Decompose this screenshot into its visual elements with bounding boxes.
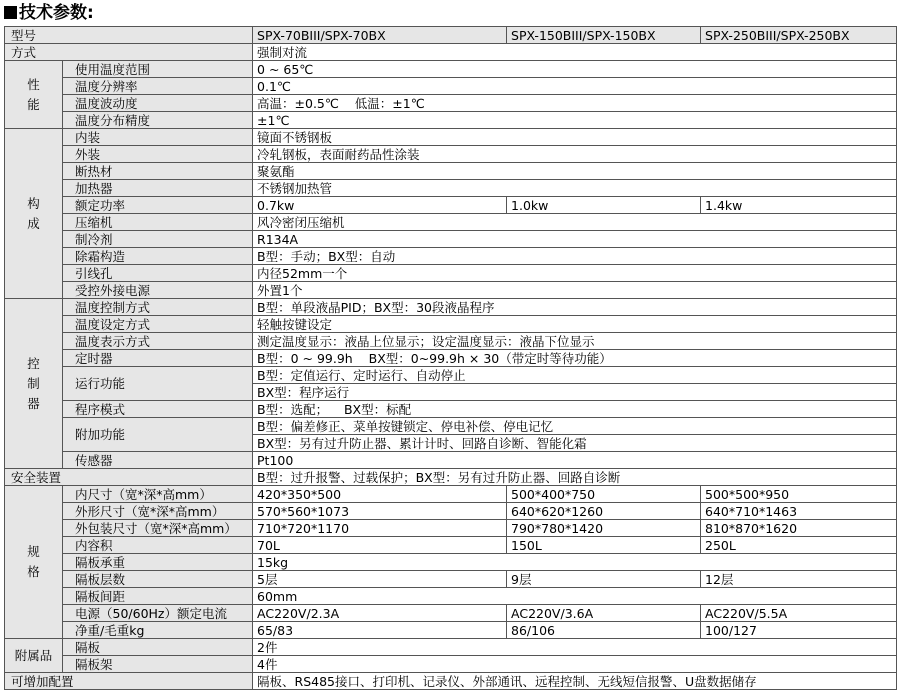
table-row <box>5 333 897 350</box>
row-value: B型：选配； BX型：标配 <box>253 401 897 418</box>
row-label: 加热器 <box>63 180 253 197</box>
row-value-2: 790*780*1420 <box>507 520 701 537</box>
table-row <box>5 146 897 163</box>
table-row <box>5 452 897 469</box>
table-row <box>5 401 897 418</box>
row-value-3: 100/127 <box>701 622 897 639</box>
row-label: 隔板层数 <box>63 571 253 588</box>
row-label: 温度表示方式 <box>63 333 253 350</box>
row-value: 4件 <box>253 656 897 673</box>
row-value: 镜面不锈钢板 <box>253 129 897 146</box>
row-value: ±1℃ <box>253 112 897 129</box>
row-label: 隔板 <box>63 639 253 656</box>
row-label: 隔板承重 <box>63 554 253 571</box>
table-row <box>5 95 897 112</box>
row-value-1: AC220V/2.3A <box>253 605 507 622</box>
row-label: 温度设定方式 <box>63 316 253 333</box>
row-label: 压缩机 <box>63 214 253 231</box>
table-row <box>5 163 897 180</box>
table-row <box>5 282 897 299</box>
row-value: B型：手动；BX型：自动 <box>253 248 897 265</box>
row-value-2: 1.0kw <box>507 197 701 214</box>
row-value: B型：过升报警、过载保护；BX型：另有过升防止器、回路自诊断 <box>253 469 897 486</box>
row-label: 内尺寸（宽*深*高mm） <box>63 486 253 503</box>
row-value: 外置1个 <box>253 282 897 299</box>
table-row <box>5 520 897 537</box>
row-label: 外形尺寸（宽*深*高mm） <box>63 503 253 520</box>
row-label: 温度分辨率 <box>63 78 253 95</box>
row-label: 受控外接电源 <box>63 282 253 299</box>
row-value-1: 5层 <box>253 571 507 588</box>
section-construction: 构 成 <box>5 129 63 299</box>
row-value: 60mm <box>253 588 897 605</box>
table-row <box>5 180 897 197</box>
model-3: SPX-250BIII/SPX-250BX <box>701 27 897 44</box>
row-label: 内容积 <box>63 537 253 554</box>
row-value-2: 640*620*1260 <box>507 503 701 520</box>
table-row <box>5 265 897 282</box>
row-value: 冷轧钢板，表面耐药品性涂装 <box>253 146 897 163</box>
row-label: 额定功率 <box>63 197 253 214</box>
row-value-1: 420*350*500 <box>253 486 507 503</box>
row-label: 方式 <box>5 44 253 61</box>
row-value-2: 9层 <box>507 571 701 588</box>
section-controller: 控 制 器 <box>5 299 63 469</box>
table-row <box>5 214 897 231</box>
model-1: SPX-70BIII/SPX-70BX <box>253 27 507 44</box>
row-value: 2件 <box>253 639 897 656</box>
table-row <box>5 248 897 265</box>
row-value-1: 710*720*1170 <box>253 520 507 537</box>
table-row <box>5 537 897 554</box>
row-label: 温度分布精度 <box>63 112 253 129</box>
row-label: 温度波动度 <box>63 95 253 112</box>
row-value: Pt100 <box>253 452 897 469</box>
row-label: 外包装尺寸（宽*深*高mm） <box>63 520 253 537</box>
table-row <box>5 486 897 503</box>
table-row <box>5 469 897 486</box>
row-value-3: 1.4kw <box>701 197 897 214</box>
table-row <box>5 622 897 639</box>
row-label: 定时器 <box>63 350 253 367</box>
row-value: 隔板、RS485接口、打印机、记录仪、外部通讯、远程控制、无线短信报警、U盘数据储存 <box>253 673 897 690</box>
row-label: 制冷剂 <box>63 231 253 248</box>
row-value: 轻触按键设定 <box>253 316 897 333</box>
row-value-1: 65/83 <box>253 622 507 639</box>
square-bullet-icon <box>4 6 17 19</box>
table-row <box>5 197 897 214</box>
row-value-2: 150L <box>507 537 701 554</box>
table-row <box>5 61 897 78</box>
row-label: 净重/毛重kg <box>63 622 253 639</box>
section-title-text: 技术参数: <box>19 3 94 23</box>
table-row <box>5 112 897 129</box>
row-value: 高温：±0.5℃ 低温：±1℃ <box>253 95 897 112</box>
row-label: 隔板间距 <box>63 588 253 605</box>
table-row <box>5 418 897 435</box>
row-value: R134A <box>253 231 897 248</box>
section-accessories: 附属品 <box>5 639 63 673</box>
row-value-1: 0.7kw <box>253 197 507 214</box>
table-row <box>5 554 897 571</box>
table-row <box>5 367 897 384</box>
row-value-line-2: BX型：程序运行 <box>253 384 897 401</box>
model-2: SPX-150BIII/SPX-150BX <box>507 27 701 44</box>
model-label: 型号 <box>5 27 253 44</box>
row-label: 可增加配置 <box>5 673 253 690</box>
row-label: 运行功能 <box>63 367 253 401</box>
row-value: 内径52mm一个 <box>253 265 897 282</box>
row-value: 测定温度显示：液晶上位显示；设定温度显示：液晶下位显示 <box>253 333 897 350</box>
table-row <box>5 571 897 588</box>
row-value-1: 570*560*1073 <box>253 503 507 520</box>
table-row <box>5 316 897 333</box>
section-performance: 性 能 <box>5 61 63 129</box>
table-row <box>5 78 897 95</box>
row-value-2: AC220V/3.6A <box>507 605 701 622</box>
spec-table <box>4 26 897 690</box>
row-value-2: 500*400*750 <box>507 486 701 503</box>
header-row <box>5 27 897 44</box>
row-value-line-1: B型：偏差修正、菜单按键锁定、停电补偿、停电记忆 <box>253 418 897 435</box>
table-row <box>5 673 897 690</box>
row-value-line-1: B型：定值运行、定时运行、自动停止 <box>253 367 897 384</box>
table-row <box>5 350 897 367</box>
row-value: 风冷密闭压缩机 <box>253 214 897 231</box>
row-label: 电源（50/60Hz）额定电流 <box>63 605 253 622</box>
table-row <box>5 129 897 146</box>
row-value-3: AC220V/5.5A <box>701 605 897 622</box>
table-row <box>5 588 897 605</box>
row-label: 程序模式 <box>63 401 253 418</box>
row-value-3: 250L <box>701 537 897 554</box>
row-label: 隔板架 <box>63 656 253 673</box>
row-value: 不锈钢加热管 <box>253 180 897 197</box>
row-value-3: 810*870*1620 <box>701 520 897 537</box>
row-value-2: 86/106 <box>507 622 701 639</box>
section-title <box>4 0 94 26</box>
section-specs: 规 格 <box>5 486 63 639</box>
table-row <box>5 656 897 673</box>
row-value: 聚氨酯 <box>253 163 897 180</box>
row-label: 传感器 <box>63 452 253 469</box>
row-label: 断热材 <box>63 163 253 180</box>
row-label: 引线孔 <box>63 265 253 282</box>
row-label: 安全装置 <box>5 469 253 486</box>
row-value-1: 70L <box>253 537 507 554</box>
row-value-line-2: BX型：另有过升防止器、累计计时、回路自诊断、智能化霜 <box>253 435 897 452</box>
row-value: B型：0 ~ 99.9h BX型：0~99.9h × 30（带定时等待功能） <box>253 350 897 367</box>
row-value-3: 12层 <box>701 571 897 588</box>
row-label: 附加功能 <box>63 418 253 452</box>
row-label: 除霜构造 <box>63 248 253 265</box>
table-row <box>5 605 897 622</box>
row-label: 使用温度范围 <box>63 61 253 78</box>
row-value: 强制对流 <box>253 44 897 61</box>
table-row <box>5 503 897 520</box>
row-value: B型：单段液晶PID；BX型：30段液晶程序 <box>253 299 897 316</box>
table-row <box>5 44 897 61</box>
row-value-3: 640*710*1463 <box>701 503 897 520</box>
row-value: 0 ~ 65℃ <box>253 61 897 78</box>
row-label: 温度控制方式 <box>63 299 253 316</box>
table-row <box>5 299 897 316</box>
row-label: 外装 <box>63 146 253 163</box>
row-label: 内装 <box>63 129 253 146</box>
table-row <box>5 231 897 248</box>
table-row <box>5 639 897 656</box>
row-value-3: 500*500*950 <box>701 486 897 503</box>
row-value: 15kg <box>253 554 897 571</box>
row-value: 0.1℃ <box>253 78 897 95</box>
